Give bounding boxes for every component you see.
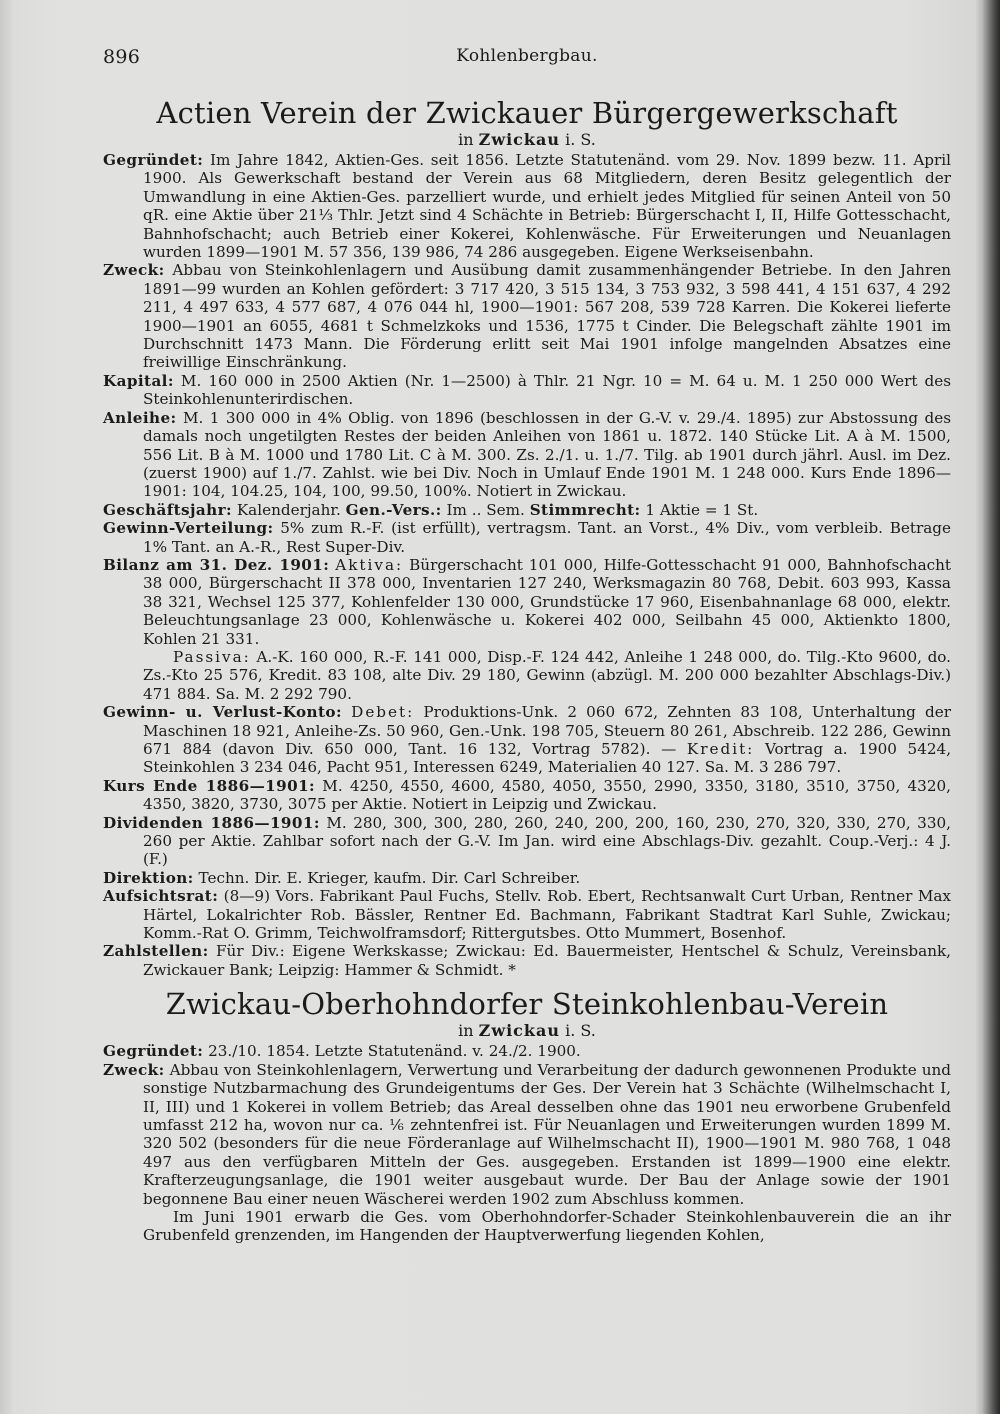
company-entry (103, 96, 951, 979)
page-content (103, 96, 951, 1245)
section-label: Gegründet: (103, 151, 204, 169)
section-gewinn-verlust: Gewinn- u. Verlust-Konto: Debet: Produktions-Unk. 2 060 672, Zehnten 83 108, Unterhaltung der Maschinen 18 921, Anleihe-Zs. 50 960, Gen.-Unk. 198 705, Steuern 80 261, Abschreib. 122 286, Gewinn 671 884 (davon Div. 650 000, Tant. 16 132, Vortrag 5782). — Kredit: Vortrag a. 1900 5424, Steinkohlen 3 234 046, Pacht 951, Interessen 6249, Materialien 40 127. Sa. M. 3 286 797. (103, 703, 952, 777)
section-label: Geschäftsjahr: (103, 500, 232, 519)
section-text: Bürgerschacht 101 000, Hilfe-Gottesschacht 91 000, Bahnhofschacht 38 000, Bürgerschacht II 378 000, Inventarien 127 240, Werksmagazin 80 768, Debit. 603 993, Kassa 38 321, Wechsel 125 377, Kohlenfelder 130 000, Grundstücke 17 960, Eisenbahnanlage 68 000, elektr. Beleuchtungsanlage 23 000, Kohlenwäsche u. Kokerei 402 000, Seilbahn 45 000, Aktienkto 1800, Kohlen 21 331. (143, 555, 952, 648)
section-label: Direktion: (103, 868, 194, 887)
section-label: Zweck: (103, 261, 165, 280)
section-bilanz (103, 556, 951, 648)
section-sublabel: Aktiva: (335, 555, 404, 574)
section-label: Gegründet: (103, 1042, 204, 1061)
entry-location (103, 130, 951, 150)
location-prefix: in (458, 130, 474, 149)
section-text: Abbau von Steinkohlenlagern und Ausübung damit zusammenhängender Betriebe. In den Jahren 1891—99 wurden an Kohlen gefördert: 3 717 420, 3 515 134, 3 753 932, 3 598 441, 4 151 637, 4 292 211, 4 497 633, 4 577 687, 4 076 044 hl, 1900—1901: 567 208, 539 728 Karren. Die Kokerei lieferte 1900—1901 an 6055, 4681 t Schmelzkoks und 1536, 1775 t Cinder. Die Belegschaft zählte 1901 im Durchschnitt 1473 Mann. Die Förderung erlitt seit Mai 1901 infolge mangelnden Absatzes eine freiwillige Einschränkung. (143, 261, 951, 372)
entry-title: Zwickau-Oberhohndorfer Steinkohlenbau-Verein (165, 987, 889, 1022)
section-zweck (103, 1061, 951, 1208)
location-name: Zwickau (478, 130, 560, 149)
section-label: Kurs Ende 1886—1901: (103, 776, 316, 795)
section-label: Bilanz am 31. Dez. 1901: (103, 555, 330, 574)
section-text: Abbau von Steinkohlenlagern, Verwertung und Verarbeitung der dadurch gewonnenen Produkte und sonstige Nutzbarmachung des Grundeigentums der Ges. Der Verein hat 3 Schächte (Wilhelmschacht I, II, III) und 1 Kokerei in vollem Betrieb; das Areal desselben ohne das 1901 neu erworbene Grubenfeld umfasst 212 ha, wovon nur ca. ⅙ zehntenfrei ist. Für Neuanlagen und Erweiterungen wurden 1899 M. 320 502 (besonders für die neue Förderanlage auf Wilhelmschacht II), 1900—1901 M. 980 768, 1 048 497 aus den verfügbaren Mitteln der Ges. ausgegeben. Erstanden ist 1899—1900 eine elektr. Krafterzeugungsanlage, die 1901 weiter ausgebaut wurde. Der Bau der Anlage sowie der 1901 begonnene Bau einer neuen Wäscherei werden 1902 zum Abschluss kommen. (143, 1060, 951, 1208)
section-label: Gewinn-Verteilung: (103, 519, 274, 538)
section-anleihe (103, 409, 951, 501)
binding-shadow (982, 0, 1000, 1414)
section-label: Anleihe: (103, 408, 177, 427)
company-entry (103, 987, 951, 1244)
section-text: (8—9) Vors. Fabrikant Paul Fuchs, Stellv. Rob. Ebert, Rechtsanwalt Curt Urban, Rentner Max Härtel, Lokalrichter Rob. Bässler, Rentner Ed. Bachmann, Fabrikant Stadtrat Karl Suhle, Zwickau; Komm.-Rat O. Grimm, Teichwolframsdorf; Rittergutsbes. Otto Mummert, Bosenhof. (143, 887, 951, 943)
section-geschaeftsjahr (103, 501, 951, 519)
section-aufsichtsrat (103, 887, 951, 942)
section-sublabel: Kredit: (686, 740, 755, 758)
entry-location (103, 1021, 951, 1041)
section-label: Dividenden 1886—1901: (103, 813, 320, 832)
section-text: Techn. Dir. E. Krieger, kaufm. Dir. Carl Schreiber. (198, 868, 581, 887)
section-text: M. 280, 300, 300, 280, 260, 240, 200, 200, 160, 230, 270, 320, 330, 270, 330, 260 per Aktie. Zahlbar sofort nach der G.-V. Im Jan. wird eine Abschlags-Div. gezahlt. Coup.-Verj.: 4 J. (F.) (143, 813, 951, 869)
section-continuation (103, 1208, 951, 1245)
section-text: Vortrag a. 1900 5424, Steinkohlen 3 234 046, Pacht 951, Interessen 6249, Materialien 40 127. Sa. M. 3 286 797. (143, 740, 952, 777)
section-text: M. 4250, 4550, 4600, 4580, 4050, 3550, 2990, 3350, 3180, 3510, 3750, 4320, 4350, 3820, 3730, 3075 per Aktie. Notiert in Leipzig und Zwickau. (143, 776, 951, 814)
section-text: A.-K. 160 000, R.-F. 141 000, Disp.-F. 124 442, Anleihe 1 248 000, do. Tilg.-Kto 9600, do. Zs.-Kto 25 576, Kredit. 83 108, alte Div. 29 180, Gewinn (abzügl. M. 200 000 bezahlter Abschlags-Div.) 471 884. Sa. M. 2 292 790. (143, 647, 952, 703)
running-head (103, 46, 951, 74)
section-text: 1 Aktie = 1 St. (645, 500, 759, 519)
section-text: Im Jahre 1842, Aktien-Ges. seit 1856. Letzte Statutenänd. vom 29. Nov. 1899 bezw. 11. April 1900. Als Gewerkschaft bestand der Verein aus 68 Mitgliedern, deren Besitz gelegentlich der Umwandlung in eine Aktien-Ges. parzelliert wurde, und erhielt jedes Mitglied für seinen Anteil von 50 qR. eine Aktie über 21⅓ Thlr. Jetzt sind 4 Schächte in Betrieb: Bürgerschacht I, II, Hilfe Gottesschacht, Bahnhofschacht; auch Betrieb einer Kokerei, Kohlenwäsche. Für Erweiterungen und Neuanlagen wurden 1899—1901 M. 57 356, 139 986, 74 286 ausgegeben. Eigene Werkseisenbahn. (143, 151, 951, 262)
section-bilanz-passiva (103, 648, 951, 703)
section-kapital (103, 372, 951, 409)
section-gewinnverteilung (103, 519, 951, 556)
section-text: Kalenderjahr. (236, 500, 341, 519)
running-title: Kohlenbergbau. (456, 46, 598, 66)
section-text: 23./10. 1854. Letzte Statutenänd. v. 24./2. 1900. (208, 1042, 581, 1061)
section-sublabel: Debet: (351, 703, 415, 722)
section-direktion (103, 869, 951, 887)
section-gegruendet (103, 151, 951, 261)
location-suffix: i. S. (565, 1021, 596, 1041)
section-label: Zweck: (103, 1060, 165, 1079)
entry-title: Actien Verein der Zwickauer Bürgergewerkschaft (156, 96, 898, 130)
section-zahlstellen (103, 942, 951, 979)
page-number: 896 (103, 46, 141, 68)
section-text: Für Div.: Eigene Werkskasse; Zwickau: Ed. Bauermeister, Hentschel & Schulz, Vereinsbank, Zwickauer Bank; Leipzig: Hammer & Schmidt. * (143, 942, 952, 979)
entry-separator (103, 979, 951, 987)
section-label: Gen.-Vers.: (345, 500, 442, 519)
section-kurs (103, 777, 951, 814)
location-suffix: i. S. (565, 130, 596, 149)
location-prefix: in (458, 1021, 474, 1041)
section-sublabel: Passiva: (173, 647, 251, 666)
section-label: Aufsichtsrat: (103, 887, 219, 906)
section-label: Gewinn- u. Verlust-Konto: (103, 703, 342, 722)
section-zweck (103, 261, 951, 371)
section-label: Zahlstellen: (103, 942, 209, 961)
section-gegruendet (103, 1042, 951, 1060)
section-text: Im .. Sem. (446, 500, 525, 519)
section-text: M. 160 000 in 2500 Aktien (Nr. 1—2500) à Thlr. 21 Ngr. 10 = M. 64 u. M. 1 250 000 Wert des Steinkohlenunterirdischen. (143, 371, 952, 409)
section-text: Produktions-Unk. 2 060 672, Zehnten 83 108, Unterhaltung der Maschinen 18 921, Anleihe-Zs. 50 960, Gen.-Unk. 198 705, Steuern 80 261, Abschreib. 122 286, Gewinn 671 884 (davon Div. 650 000, Tant. 16 132, Vortrag 5782). (143, 703, 952, 758)
location-name: Zwickau (478, 1021, 560, 1041)
section-text: 5% zum R.-F. (ist erfüllt), vertragsm. Tant. an Vorst., 4% Div., vom verbleib. Betrage 1% Tant. an A.-R., Rest Super-Div. (143, 519, 951, 556)
section-label: Kapital: (103, 371, 174, 390)
section-label: Stimmrecht: (529, 500, 641, 519)
section-text: M. 1 300 000 in 4% Oblig. von 1896 (beschlossen in der G.-V. v. 29./4. 1895) zur Abstossung des damals noch ungetilgten Restes der beiden Anleihen von 1861 u. 1872. 140 Stücke Lit. A à M. 1500, 556 Lit. B à M. 1000 und 1780 Lit. C à M. 300. Zs. 2./1. u. 1./7. Tilg. ab 1901 durch jährl. Ausl. im Dez. (zuerst 1900) auf 1./7. Zahlst. wie bei Div. Noch in Umlauf Ende 1901 M. 1 248 000. Kurs Ende 1896—1901: 104, 104.25, 104, 100, 99.50, 100%. Notiert in Zwickau. (143, 408, 952, 501)
section-dividenden (103, 814, 951, 869)
section-text: Im Juni 1901 erwarb die Ges. vom Oberhohndorfer-Schader Steinkohlenbauverein die an ihr Grubenfeld grenzenden, im Hangenden der Hauptverwerfung liegenden Kohlen, (143, 1207, 951, 1245)
